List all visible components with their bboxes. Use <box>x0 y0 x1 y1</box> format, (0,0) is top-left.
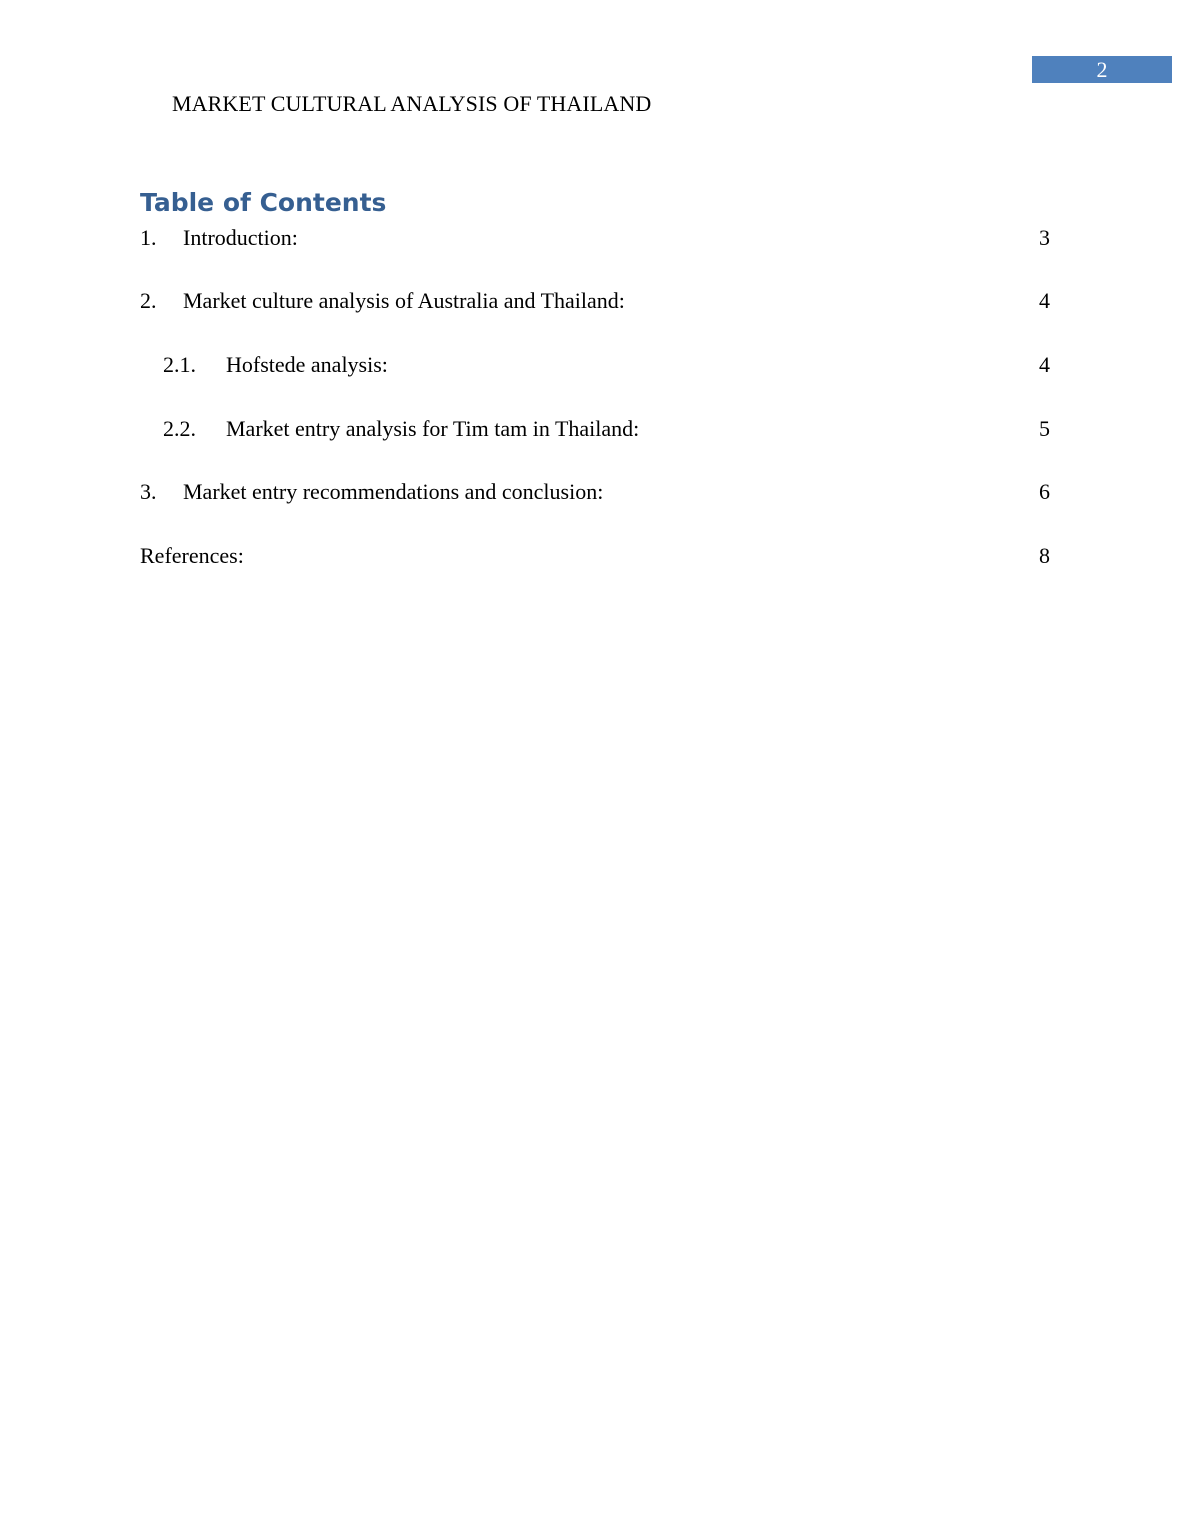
toc-entry-label: References: <box>140 543 244 568</box>
toc-entry-label: Market entry analysis for Tim tam in Thailand: <box>226 416 640 441</box>
toc-entry-label: Market culture analysis of Australia and Thailand: <box>183 288 625 313</box>
page-number: 2 <box>1032 56 1172 83</box>
toc-entry-introduction[interactable] <box>140 221 1050 255</box>
toc-entry-page: 8 <box>1039 543 1050 568</box>
toc-entry-page: 5 <box>1039 416 1050 441</box>
toc-entry-label: Introduction: <box>183 225 298 250</box>
toc-entry-page: 4 <box>1039 352 1050 377</box>
toc-entry-number: 1. <box>140 225 157 250</box>
toc-entry-number: 3. <box>140 479 157 504</box>
toc-entry-label: Hofstede analysis: <box>226 352 388 377</box>
toc-entry-recommendations[interactable] <box>140 475 1050 509</box>
toc-entry-page: 3 <box>1039 225 1050 250</box>
toc-entry-hofstede-analysis[interactable] <box>140 348 1050 382</box>
toc-entry-number: 2.2. <box>163 416 196 441</box>
toc-heading: Table of Contents <box>140 188 387 217</box>
toc-entry-references[interactable] <box>140 539 1050 573</box>
toc-entry-number: 2. <box>140 288 157 313</box>
toc-entry-label: Market entry recommendations and conclusion: <box>183 479 604 504</box>
toc-entry-page: 6 <box>1039 479 1050 504</box>
toc-entry-number: 2.1. <box>163 352 196 377</box>
toc-entry-market-culture-analysis[interactable] <box>140 284 1050 318</box>
running-head: MARKET CULTURAL ANALYSIS OF THAILAND <box>172 91 652 116</box>
toc-entry-page: 4 <box>1039 288 1050 313</box>
toc-entry-market-entry-analysis[interactable] <box>140 412 1050 446</box>
